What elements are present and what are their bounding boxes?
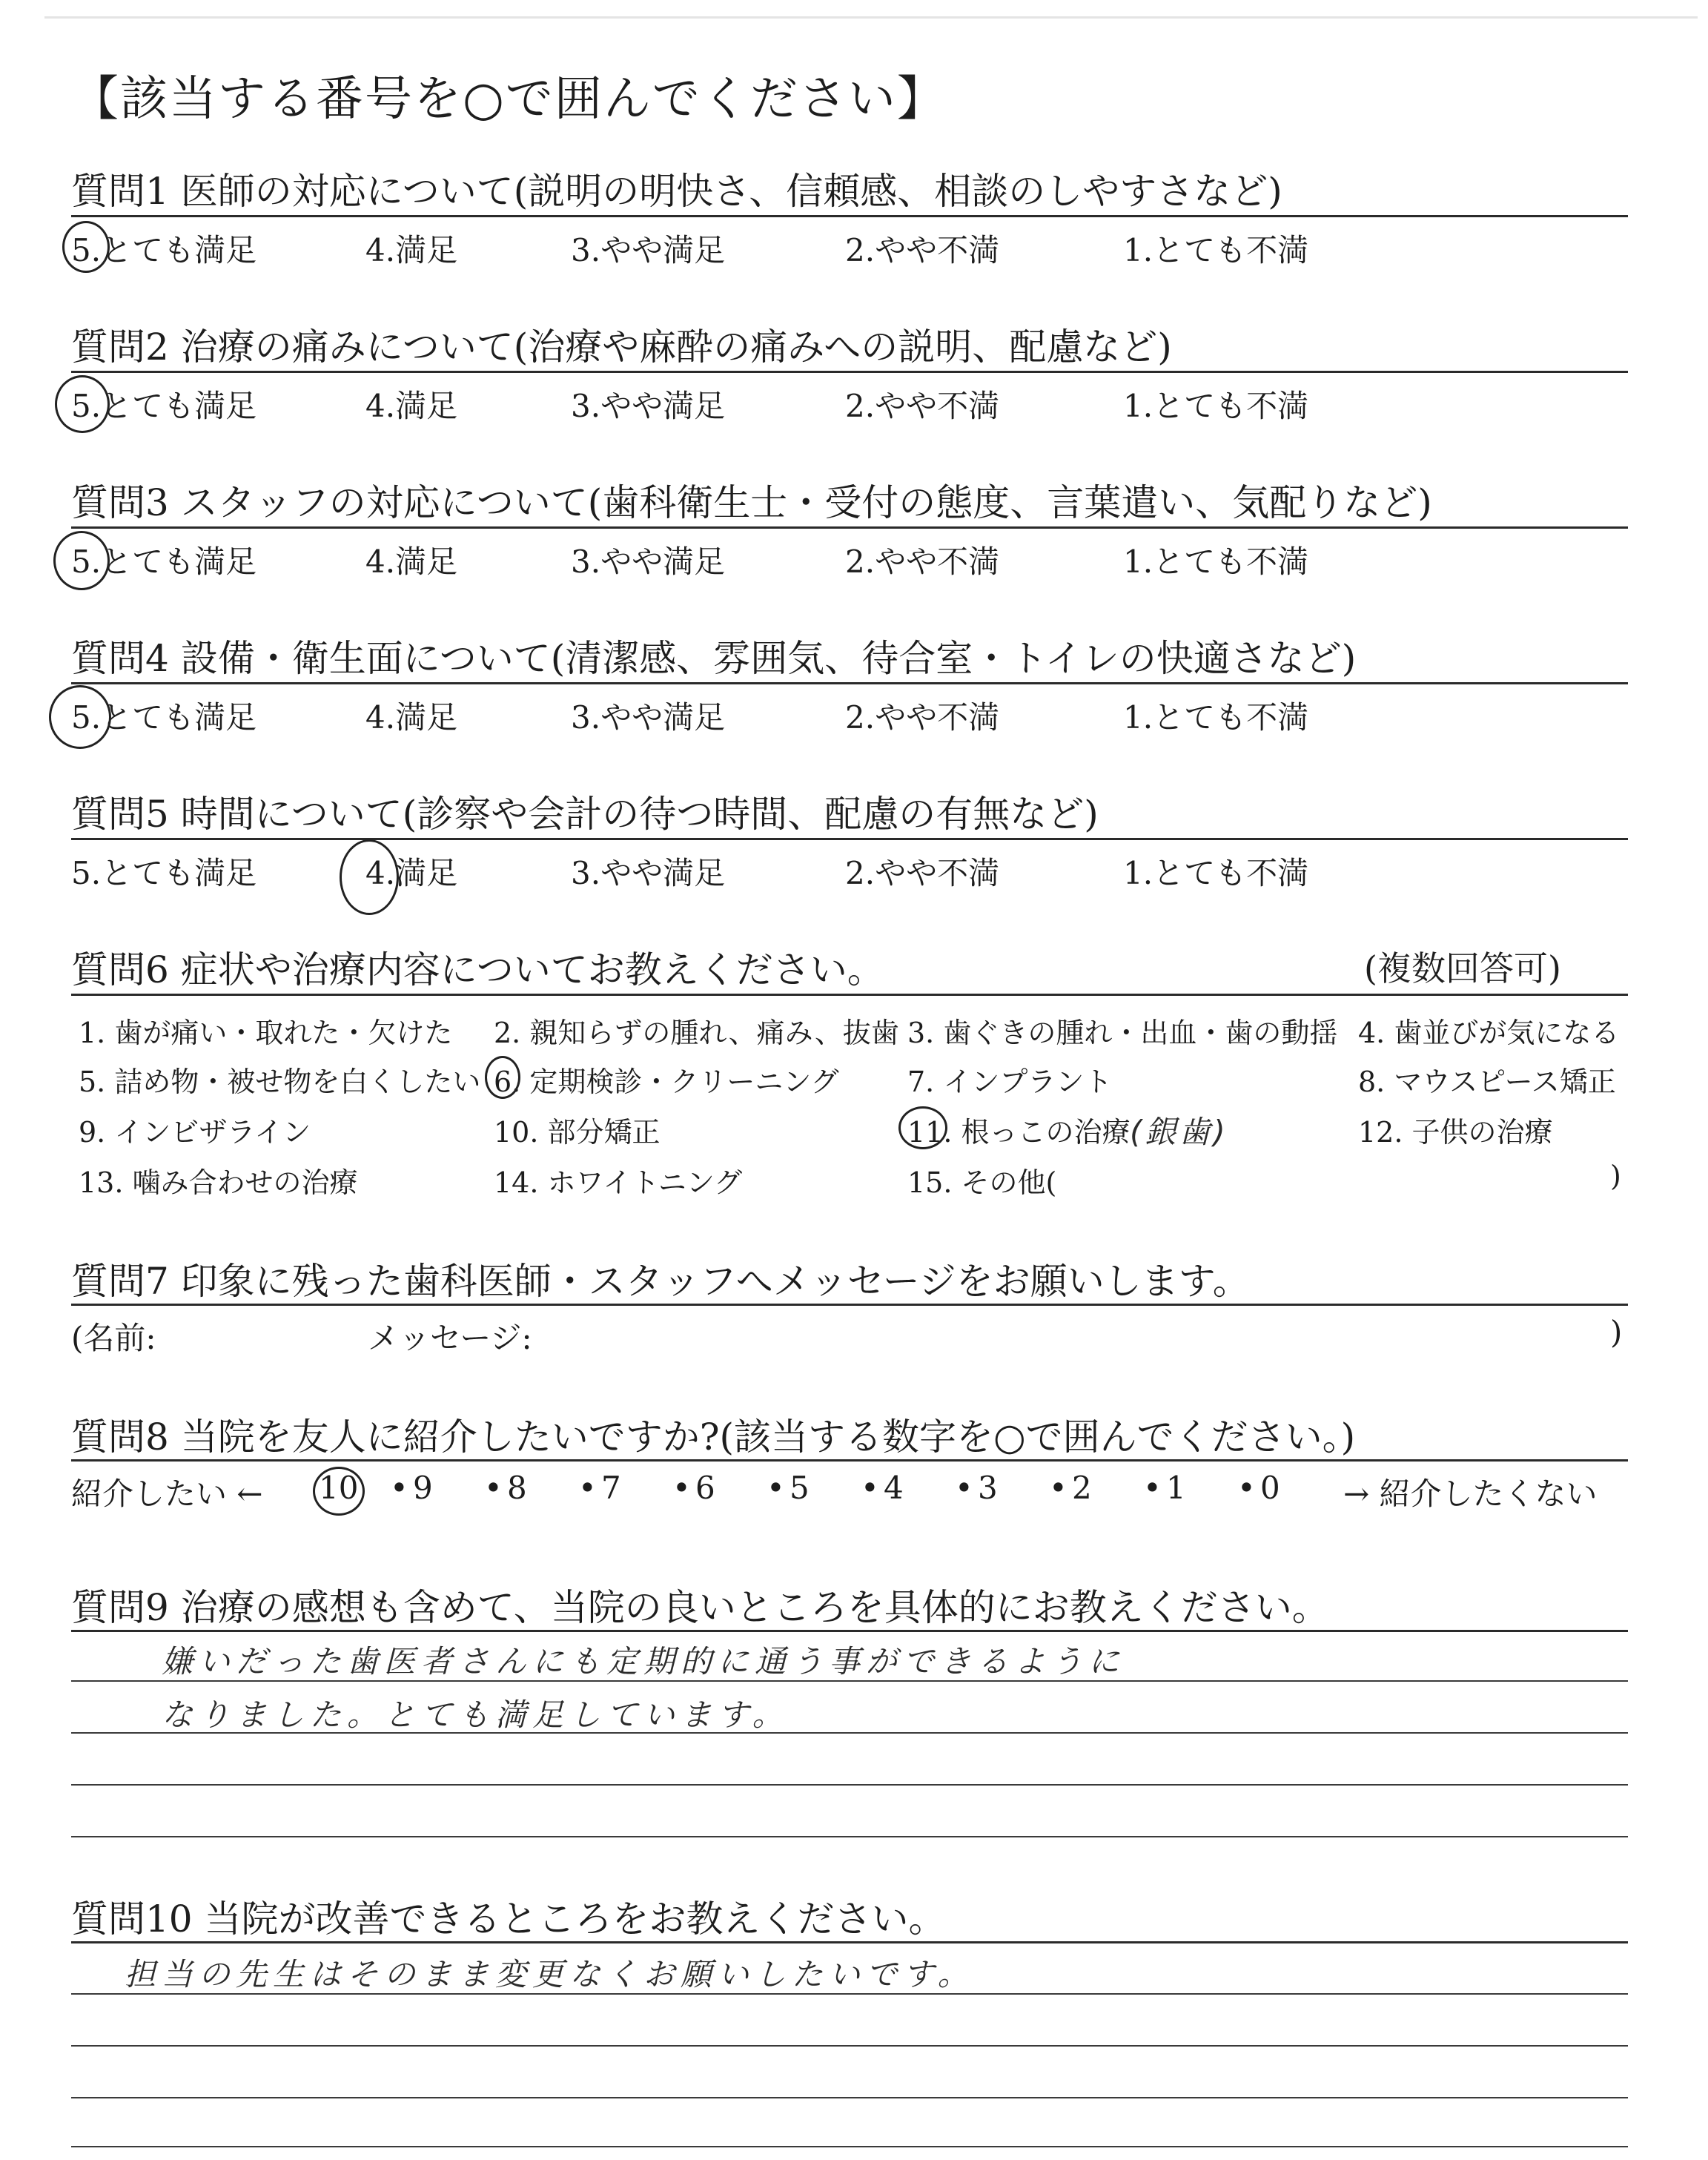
q8-scale-value-5[interactable]: 5 (790, 1470, 810, 1506)
q6-item-4[interactable]: 4. 歯並びが気になる (1358, 1017, 1620, 1049)
q4-option-2[interactable]: 2.やや不満 (845, 699, 1000, 736)
question-9-rule (71, 1630, 1628, 1632)
q6-item-3[interactable]: 3. 歯ぐきの腫れ・出血・歯の動揺 (907, 1017, 1338, 1049)
q5-option-3[interactable]: 3.やや満足 (571, 855, 726, 891)
question-2-rule (71, 371, 1628, 373)
q6-item-13[interactable]: 13. 噛み合わせの治療 (79, 1166, 358, 1199)
question-7-rule (71, 1304, 1628, 1306)
q8-right-label: → 紹介したくない (1343, 1476, 1598, 1512)
q2-selection-circle (55, 375, 110, 433)
q2-option-1[interactable]: 1.とても不満 (1123, 388, 1309, 424)
question-2-heading: 質問2 治療の痛みについて(治療や麻酔の痛みへの説明、配慮など) (71, 326, 1172, 369)
q8-selection-circle (313, 1467, 365, 1516)
q8-scale-separator: • (578, 1470, 597, 1506)
q5-option-4[interactable]: 4.満足 (365, 855, 458, 891)
q3-option-4[interactable]: 4.満足 (365, 544, 458, 580)
question-6-rule (71, 994, 1628, 996)
q8-scale-value-0[interactable]: 0 (1260, 1470, 1280, 1506)
q6-item-15-close-paren: ) (1610, 1160, 1621, 1192)
q1-option-1[interactable]: 1.とても不満 (1123, 232, 1309, 268)
q8-scale-value-8[interactable]: 8 (507, 1470, 527, 1506)
q3-option-1[interactable]: 1.とても不満 (1123, 544, 1309, 580)
q5-option-2[interactable]: 2.やや不満 (845, 855, 1000, 891)
top-border (44, 16, 1698, 19)
q8-scale-value-4[interactable]: 4 (884, 1470, 904, 1506)
q6-multiple-answer-note: (複数回答可) (1364, 948, 1561, 988)
q7-message-label[interactable]: メッセージ: (368, 1320, 532, 1356)
question-4-heading: 質問4 設備・衛生面について(清潔感、雰囲気、待合室・トイレの快適さなど) (71, 637, 1357, 680)
q6-item-6-selection-circle (485, 1056, 520, 1099)
question-1-heading: 質問1 医師の対応について(説明の明快さ、信頼感、相談のしやすさなど) (71, 170, 1282, 213)
q8-scale-value-2[interactable]: 2 (1072, 1470, 1092, 1506)
q2-option-2[interactable]: 2.やや不満 (845, 388, 1000, 424)
q6-item-5[interactable]: 5. 詰め物・被せ物を白くしたい (79, 1066, 481, 1098)
q7-close-paren: ) (1610, 1314, 1623, 1350)
question-5-rule (71, 838, 1628, 840)
question-6-heading: 質問6 症状や治療内容についてお教えください。 (71, 948, 884, 991)
q6-item-2[interactable]: 2. 親知らずの腫れ、痛み、抜歯 (494, 1017, 899, 1049)
q6-item-7[interactable]: 7. インプラント (907, 1066, 1113, 1098)
question-9-heading: 質問9 治療の感想も含めて、当院の良いところを具体的にお教えください。 (71, 1586, 1329, 1629)
q4-option-4[interactable]: 4.満足 (365, 699, 458, 736)
q9-answer-line-3 (71, 1784, 1628, 1786)
q6-handwritten-note: (銀歯) (1130, 1114, 1228, 1150)
q2-option-4[interactable]: 4.満足 (365, 388, 458, 424)
q2-option-5[interactable]: 5.とても満足 (71, 388, 257, 424)
q6-item-11-selection-circle (898, 1106, 947, 1149)
q4-option-3[interactable]: 3.やや満足 (571, 699, 726, 736)
q8-scale-separator: • (861, 1470, 879, 1506)
q2-option-3[interactable]: 3.やや満足 (571, 388, 726, 424)
question-4-rule (71, 682, 1628, 684)
q1-option-4[interactable]: 4.満足 (365, 232, 458, 268)
q6-item-15[interactable]: 15. その他( (907, 1166, 1057, 1199)
q8-scale-value-10[interactable]: 10 (319, 1470, 359, 1506)
q3-selection-circle (53, 531, 110, 590)
q9-answer-line-4 (71, 1836, 1628, 1837)
q8-scale-value-9[interactable]: 9 (413, 1470, 433, 1506)
q3-option-5[interactable]: 5.とても満足 (71, 544, 257, 580)
q6-item-12[interactable]: 12. 子供の治療 (1358, 1116, 1553, 1149)
q8-scale-separator: • (484, 1470, 503, 1506)
question-8-heading: 質問8 当院を友人に紹介したいですか?(該当する数字を○で囲んでください。) (71, 1416, 1356, 1459)
q3-option-2[interactable]: 2.やや不満 (845, 544, 1000, 580)
question-1-rule (71, 215, 1628, 217)
page-title: 【該当する番号を○で囲んでください】 (71, 72, 946, 127)
q6-item-9[interactable]: 9. インビザライン (79, 1116, 311, 1149)
q6-item-8[interactable]: 8. マウスピース矯正 (1358, 1066, 1616, 1098)
q8-scale-separator: • (1237, 1470, 1256, 1506)
q4-selection-circle (49, 685, 111, 749)
q10-answer-text-1[interactable]: 担当の先生はそのまま変更なくお願いしたいです。 (125, 1956, 975, 1992)
q9-answer-text-2[interactable]: なりました。とても満足しています。 (162, 1697, 790, 1733)
q6-item-6[interactable]: 6. 定期検診・クリーニング (494, 1066, 839, 1098)
q5-option-1[interactable]: 1.とても不満 (1123, 855, 1309, 891)
q10-answer-line-4 (71, 2146, 1628, 2147)
q8-scale-separator: • (1143, 1470, 1162, 1506)
q6-item-10[interactable]: 10. 部分矯正 (494, 1116, 661, 1149)
q8-scale-separator: • (390, 1470, 408, 1506)
question-7-heading: 質問7 印象に残った歯科医師・スタッフへメッセージをお願いします。 (71, 1260, 1250, 1303)
q3-option-3[interactable]: 3.やや満足 (571, 544, 726, 580)
q1-option-2[interactable]: 2.やや不満 (845, 232, 1000, 268)
q5-option-5[interactable]: 5.とても満足 (71, 855, 257, 891)
q8-scale-separator: • (955, 1470, 973, 1506)
q1-selection-circle (62, 221, 110, 273)
q8-left-label: 紹介したい ← (71, 1476, 263, 1512)
q6-item-14[interactable]: 14. ホワイトニング (494, 1166, 743, 1199)
q8-scale-separator: • (1049, 1470, 1068, 1506)
question-3-rule (71, 526, 1628, 529)
q10-answer-line-3 (71, 2097, 1628, 2098)
q10-answer-line-2 (71, 2045, 1628, 2047)
q8-scale-separator: • (672, 1470, 691, 1506)
q1-option-5[interactable]: 5.とても満足 (71, 232, 257, 268)
q9-answer-text-1[interactable]: 嫌いだった歯医者さんにも定期的に通う事ができるように (162, 1643, 1126, 1680)
question-8-rule (71, 1459, 1628, 1462)
question-10-rule (71, 1941, 1628, 1943)
q8-scale-separator: • (767, 1470, 785, 1506)
q6-item-11[interactable]: 11. 根っこの治療 (907, 1116, 1131, 1149)
q8-scale-value-3[interactable]: 3 (978, 1470, 998, 1506)
q8-scale-value-1[interactable]: 1 (1166, 1470, 1186, 1506)
q4-option-1[interactable]: 1.とても不満 (1123, 699, 1309, 736)
q7-name-label[interactable]: (名前: (71, 1320, 156, 1356)
question-10-heading: 質問10 当院が改善できるところをお教えください。 (71, 1898, 946, 1941)
q1-option-3[interactable]: 3.やや満足 (571, 232, 726, 268)
q8-scale-value-7[interactable]: 7 (601, 1470, 621, 1506)
q6-item-1[interactable]: 1. 歯が痛い・取れた・欠けた (79, 1017, 453, 1049)
q5-selection-circle (340, 839, 399, 915)
question-3-heading: 質問3 スタッフの対応について(歯科衛生士・受付の態度、言葉遣い、気配りなど) (71, 481, 1432, 524)
question-5-heading: 質問5 時間について(診察や会計の待つ時間、配慮の有無など) (71, 793, 1099, 836)
q8-scale-value-6[interactable]: 6 (695, 1470, 715, 1506)
q4-option-5[interactable]: 5.とても満足 (71, 699, 257, 736)
